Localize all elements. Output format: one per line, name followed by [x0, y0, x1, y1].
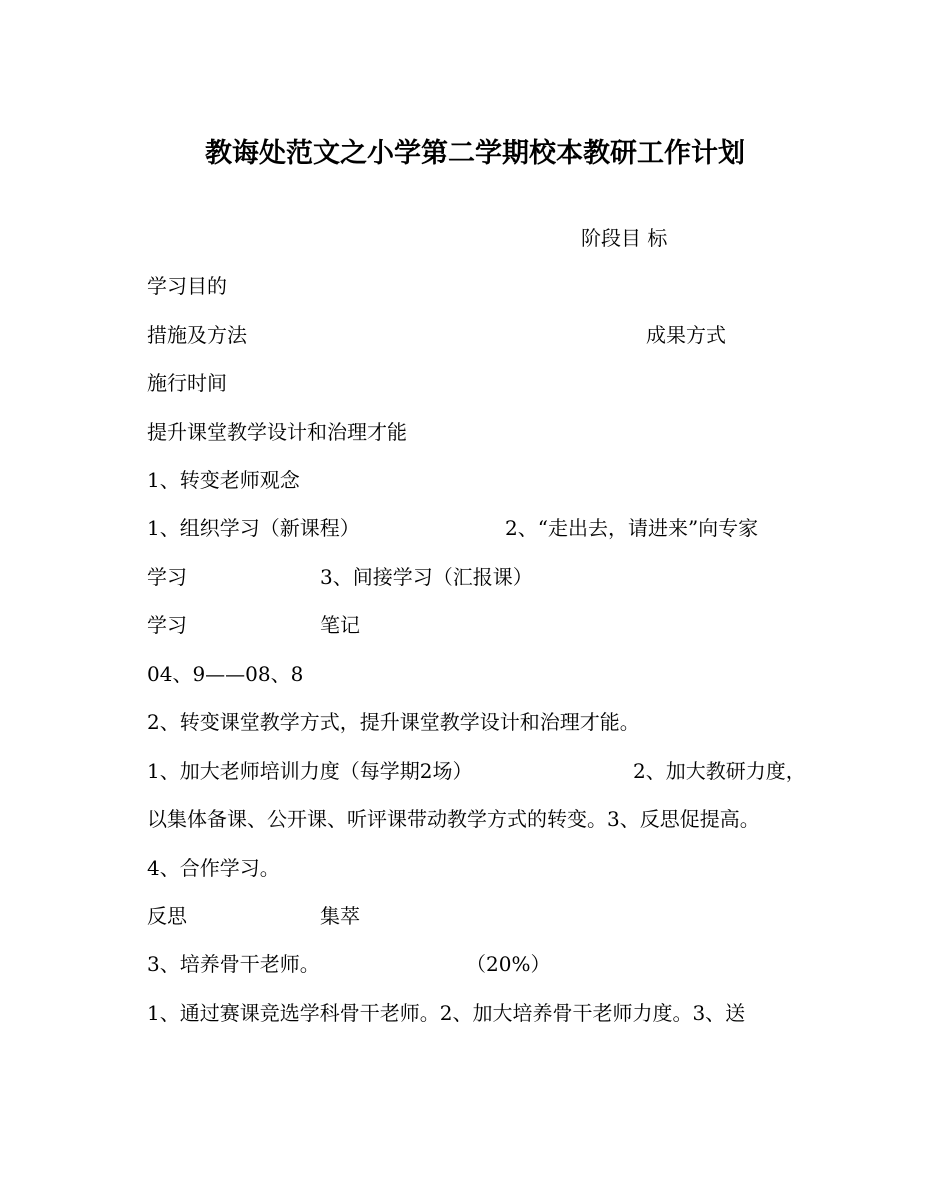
item2-result-2: 集萃 — [320, 904, 360, 928]
item1-measure-2: 2、“走出去，请进来”向专家 — [505, 516, 759, 540]
header-result-form: 成果方式 — [646, 323, 726, 347]
header-purpose: 学习目的 — [147, 274, 227, 298]
item3-ratio: （20%） — [466, 952, 551, 976]
item1-result: 笔记 — [320, 613, 360, 637]
item1-cont-2: 学习 — [147, 613, 187, 637]
item1-measure-1: 1、组织学习（新课程） — [147, 516, 360, 540]
item1-measure-3: 3、间接学习（汇报课） — [320, 565, 533, 589]
item2-measure-2-cont: 以集体备课、公开课、听评课带动教学方式的转变。3、反思促提高。 — [147, 807, 760, 831]
item2-measure-4: 4、合作学习。 — [147, 856, 280, 880]
goal-main: 提升课堂教学设计和治理才能 — [147, 420, 407, 444]
header-measures: 措施及方法 — [147, 323, 247, 347]
item3-measures: 1、通过赛课竞选学科骨干老师。2、加大培养骨干老师力度。3、送 — [147, 1001, 746, 1025]
item1-measure-2-cont: 学习 — [147, 565, 187, 589]
item1-time: 04、9——08、8 — [147, 662, 304, 686]
document-title: 教诲处范文之小学第二学期校本教研工作计划 — [205, 138, 745, 169]
item1-title: 1、转变老师观念 — [147, 468, 300, 492]
item2-result-1: 反思 — [147, 904, 187, 928]
item2-measure-1: 1、加大老师培训力度（每学期2场） — [147, 759, 473, 783]
header-time: 施行时间 — [147, 371, 227, 395]
item3-title: 3、培养骨干老师。 — [147, 952, 320, 976]
item2-title: 2、转变课堂教学方式，提升课堂教学设计和治理才能。 — [147, 710, 640, 734]
header-stage-goal: 阶段目 标 — [581, 226, 668, 250]
item2-measure-2: 2、加大教研力度， — [633, 759, 806, 783]
